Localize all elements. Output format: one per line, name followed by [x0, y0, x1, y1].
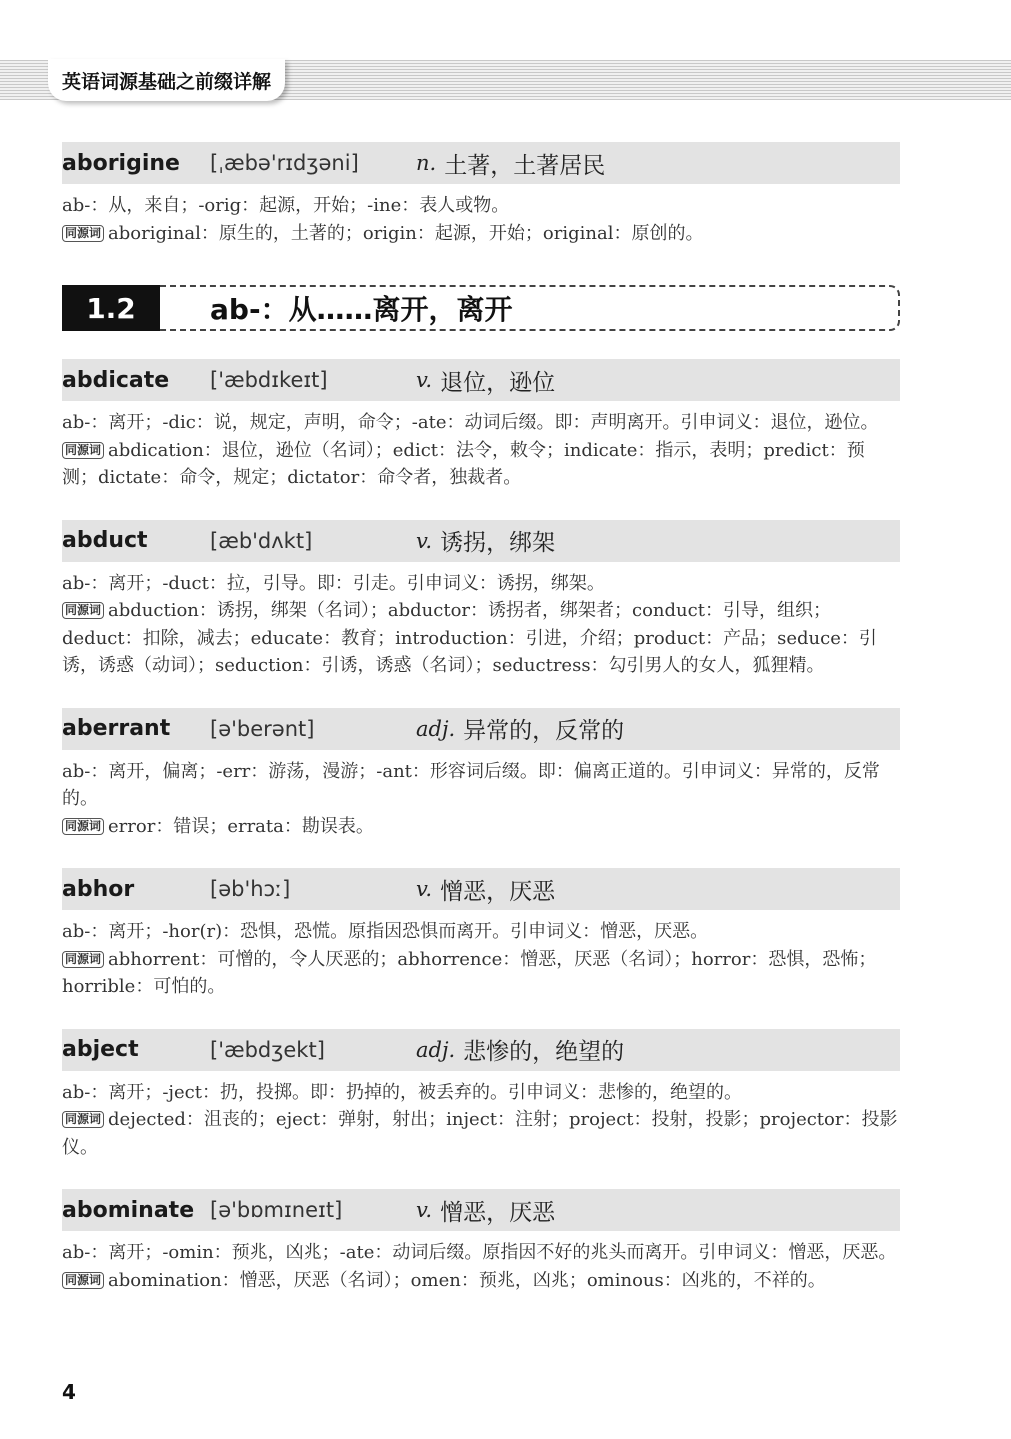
entry-abhor — [62, 868, 900, 1001]
section-title-box — [160, 285, 900, 331]
etymology: ab-：离开；-omin：预兆，凶兆；-ate：动词后缀。原指因不好的兆头而离开。引申词义：憎恶，厌恶。 — [62, 1242, 897, 1263]
headword: aborigine — [62, 150, 180, 176]
part-of-speech: n. — [416, 151, 437, 175]
running-header — [48, 59, 285, 101]
part-of-speech: v. — [416, 528, 433, 553]
cognate-tag: 同源词 — [62, 602, 104, 619]
etymology: ab-：离开；-duct：拉，引导。即：引走。引申词义：诱拐，绑架。 — [62, 572, 605, 594]
etymology: ab-：离开，偏离；-err：游荡，漫游；-ant：形容词后缀。即：偏离正道的。引申词义：异常的，反常的。 — [62, 760, 880, 809]
meaning: 异常的，反常的 — [463, 718, 625, 744]
cognates: abduction：诱拐，绑架（名词）；abductor：诱拐者，绑架者；conduct：引导，组织；deduct：扣除，减去；educate：教育；introduction：引进，介绍；product：产品；seduce：引诱，诱惑（动词）；seduction：引诱，诱惑（名词）；seductress：勾引男人的女人，狐狸精。 — [62, 600, 877, 676]
etymology: ab-：离开；-hor(r)：恐惧，恐慌。原指因恐惧而离开。引申词义：憎恶，厌恶。 — [62, 921, 709, 942]
pronunciation: [ə'bɒmɪneɪt] — [210, 1198, 343, 1222]
cognates-line — [62, 437, 900, 492]
cognate-tag: 同源词 — [62, 442, 104, 459]
section-number: 1.2 — [62, 285, 160, 331]
cognates-line — [62, 946, 900, 1001]
entry-headword-bar — [62, 1029, 900, 1071]
cognate-tag: 同源词 — [62, 951, 104, 968]
cognates: abomination：憎恶，厌恶（名词）；omen：预兆，凶兆；ominous：凶兆的，不祥的。 — [108, 1269, 826, 1291]
cognates: error：错误；errata：勘误表。 — [108, 815, 374, 837]
section-heading — [62, 285, 900, 331]
entry-headword-bar — [62, 142, 900, 184]
cognates-line — [62, 1267, 900, 1295]
entry-headword-bar — [62, 868, 900, 910]
pronunciation: [ə'berənt] — [210, 716, 315, 741]
entry-abdicate — [62, 359, 900, 492]
etymology: ab-：离开；-dic：说，规定，声明，命令；-ate：动词后缀。即：声明离开。引申词义：退位，逊位。 — [62, 412, 879, 433]
cognates-line — [62, 220, 900, 248]
page-number: 4 — [62, 1380, 76, 1404]
pronunciation: [æb'dʌkt] — [210, 528, 313, 553]
pronunciation: ['æbdɪkeɪt] — [210, 368, 328, 392]
cognate-tag: 同源词 — [62, 1272, 104, 1289]
entry-headword-bar — [62, 520, 900, 562]
meaning: 诱拐，绑架 — [440, 530, 556, 556]
entry-headword-bar — [62, 359, 900, 401]
etymology: ab-：离开；-ject：扔，投掷。即：扔掉的，被丢弃的。引申词义：悲惨的，绝望的。 — [62, 1081, 742, 1103]
cognates-line — [62, 1106, 900, 1161]
meaning: 退位，逊位 — [440, 369, 556, 396]
pronunciation: ['æbdʒekt] — [210, 1037, 325, 1062]
meaning: 土著，土著居民 — [444, 152, 606, 179]
entry-abominate — [62, 1189, 900, 1294]
headword: abduct — [62, 528, 148, 553]
cognate-tag: 同源词 — [62, 225, 104, 242]
cognates-line — [62, 597, 900, 680]
cognate-tag: 同源词 — [62, 1111, 104, 1128]
part-of-speech: adj. — [416, 1037, 456, 1062]
headword: abominate — [62, 1197, 195, 1223]
cognate-tag: 同源词 — [62, 818, 104, 835]
part-of-speech: adj. — [416, 716, 456, 741]
section-title: ab-：从……离开，离开 — [210, 293, 513, 326]
entry-headword-bar — [62, 708, 900, 750]
entry-aberrant — [62, 708, 900, 841]
headword: abdicate — [62, 367, 170, 393]
entry-aborigine — [62, 142, 900, 247]
pronunciation: [ˌæbə'rɪdʒəni] — [210, 151, 359, 175]
headword: abject — [62, 1037, 139, 1062]
part-of-speech: v. — [416, 368, 433, 392]
entry-abject — [62, 1029, 900, 1162]
entry-abduct — [62, 520, 900, 680]
part-of-speech: v. — [416, 877, 433, 901]
running-header-title: 英语词源基础之前缀详解 — [62, 70, 272, 93]
meaning: 憎恶，厌恶 — [440, 878, 556, 905]
cognates: abdication：退位，逊位（名词）；edict：法令，敕令；indicate：指示，表明；predict：预测；dictate：命令，规定；dictator：命令者，独裁者。 — [62, 439, 865, 488]
meaning: 悲惨的，绝望的 — [463, 1039, 625, 1065]
entry-headword-bar — [62, 1189, 900, 1231]
cognates: aboriginal：原生的，土著的；origin：起源，开始；original：原创的。 — [108, 222, 704, 244]
headword: abhor — [62, 876, 135, 902]
pronunciation: [əb'hɔː] — [210, 877, 291, 901]
cognates: abhorrent：可憎的，令人厌恶的；abhorrence：憎恶，厌恶（名词）；horror：恐惧，恐怖；horrible：可怕的。 — [62, 948, 877, 997]
part-of-speech: v. — [416, 1198, 433, 1222]
meaning: 憎恶，厌恶 — [440, 1199, 556, 1226]
cognates-line — [62, 813, 900, 841]
cognates: dejected：沮丧的；eject：弹射，射出；inject：注射；project：投射，投影；projector：投影仪。 — [62, 1109, 898, 1158]
headword: aberrant — [62, 716, 171, 741]
etymology: ab-：从，来自；-orig：起源，开始；-ine：表人或物。 — [62, 195, 510, 216]
page-content — [62, 142, 900, 1294]
